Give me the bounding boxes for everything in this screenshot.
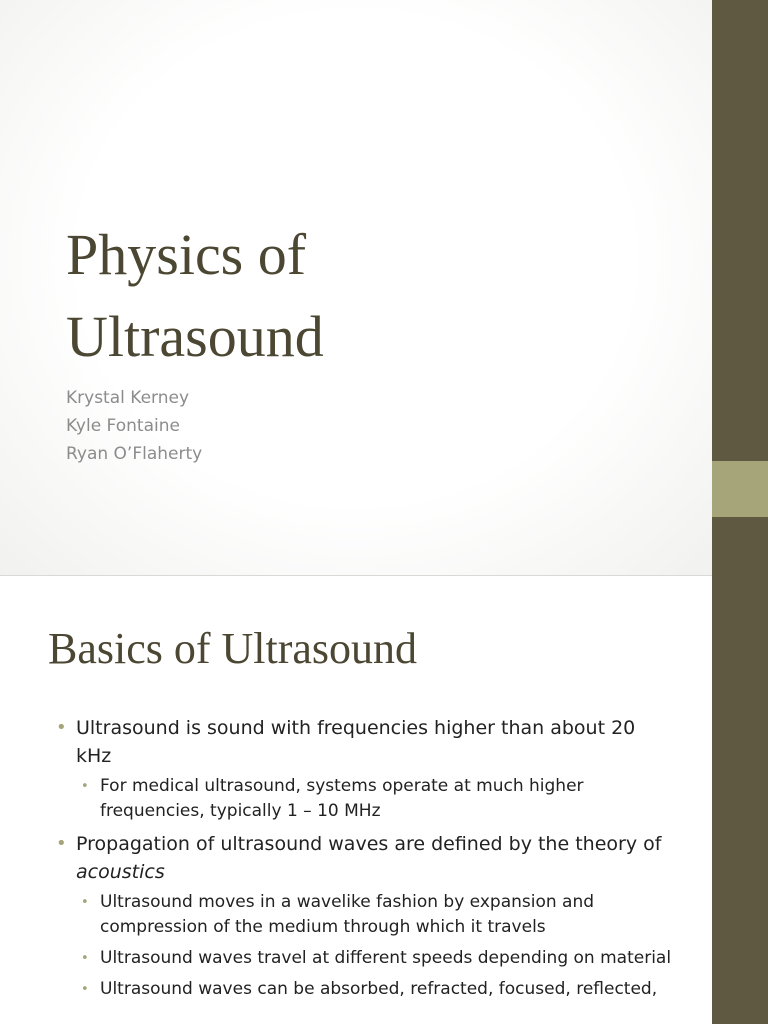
bullet-dot-icon: • [81, 951, 89, 966]
author-name: Kyle Fontaine [66, 416, 180, 436]
bullet-dot-icon: • [56, 717, 67, 738]
bullet-dot-icon: • [81, 779, 89, 794]
author-list [66, 384, 202, 468]
bullet-item [56, 830, 676, 886]
bullet-dot-icon: • [81, 982, 89, 997]
bullet-dot-icon: • [56, 833, 67, 854]
sub-bullet-item [56, 890, 676, 940]
slide-heading: Basics of Ultrasound [48, 624, 418, 673]
bullet-dot-icon: • [81, 895, 89, 910]
side-accent [712, 461, 768, 517]
sub-bullet-text: Ultrasound moves in a wavelike fashion by expansion and compression of the medium through which it travels [100, 892, 595, 937]
bullet-item [56, 714, 676, 770]
author-name: Ryan O’Flaherty [66, 444, 203, 464]
bullet-list [56, 714, 676, 1008]
sub-bullet-text: Ultrasound waves can be absorbed, refracted, focused, reflected, [100, 979, 658, 999]
bullet-emphasis: acoustics [76, 861, 165, 883]
sub-bullet-text: Ultrasound waves travel at different speeds depending on material [100, 948, 672, 968]
slide-title [66, 214, 666, 378]
sub-bullet-text: For medical ultrasound, systems operate at much higher frequencies, typically 1 – 10 MHz [100, 776, 584, 821]
bullet-text: Propagation of ultrasound waves are defined by the theory of [76, 833, 662, 855]
sub-bullet-item [56, 774, 676, 824]
author-name: Krystal Kerney [66, 388, 190, 408]
sub-bullet-item [56, 977, 676, 1002]
title-line-2: Ultrasound [66, 304, 324, 369]
sub-bullet-item [56, 946, 676, 971]
title-line-1: Physics of [66, 222, 307, 287]
bullet-text: Ultrasound is sound with frequencies higher than about 20 kHz [76, 717, 636, 767]
